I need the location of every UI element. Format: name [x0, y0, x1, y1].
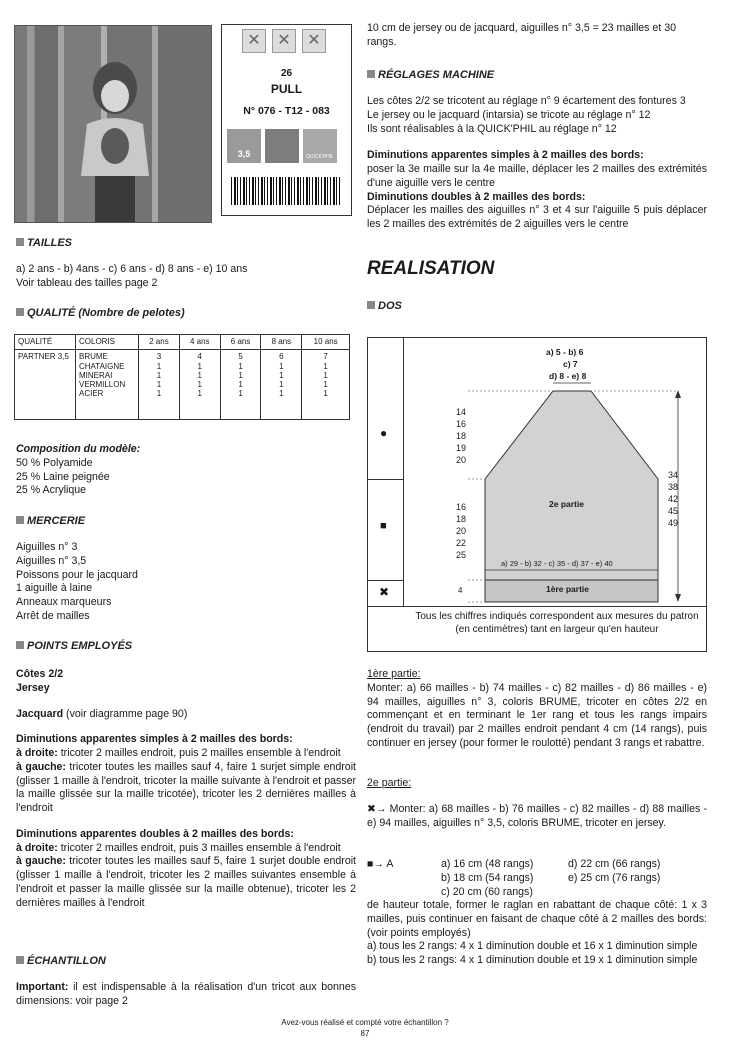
reglage-line: Ils sont réalisables à la QUICK'PHIL au réglage n° 12 — [367, 122, 617, 135]
col-size: 10 ans — [302, 335, 350, 350]
height-value: 14 — [456, 407, 467, 417]
qty: 1 — [197, 389, 202, 399]
care-symbols — [242, 29, 332, 53]
machine-dim-double-text: Déplacer les mailles des aiguilles n° 3 et 4 sur l'aiguille 5 puis déplacer les 2 mailles des extrémités de 2 aiguilles vers le centre — [367, 204, 707, 231]
reglage-line: Le jersey ou le jacquard (intarsia) se tricote au réglage n° 12 — [367, 108, 651, 121]
quickphil-icon — [303, 129, 337, 163]
no-wash-icon: ✕ — [242, 29, 266, 53]
text: il est indispensable à la réalisation d'un tricot aux bonnes dimensions: voir page 2 — [16, 981, 356, 1007]
yarn-quantity-table — [14, 334, 350, 420]
qty: 1 — [197, 379, 202, 389]
color-list — [76, 350, 139, 420]
footer-question: Avez-vous réalisé et compté votre échantillon ? — [281, 1018, 449, 1027]
heights-right — [568, 858, 660, 886]
size-col-values — [179, 350, 220, 420]
no-iron-icon: ✕ — [302, 29, 326, 53]
qty: 1 — [197, 361, 202, 371]
qty: 1 — [279, 370, 284, 380]
width-line: a) 29 - b) 32 - c) 35 - d) 37 - e) 40 — [501, 559, 613, 568]
mercerie-item: Arrêt de mailles — [16, 609, 90, 622]
height-line: b) 18 cm (54 rangs) — [441, 871, 534, 884]
qty: 1 — [238, 379, 243, 389]
machine-dim-simple-title: Diminutions apparentes simples à 2 mailles des bords: — [367, 149, 644, 162]
qty: 1 — [323, 389, 328, 399]
height-value: 49 — [668, 518, 679, 528]
col-size: 2 ans — [139, 335, 180, 350]
jacquard-note: (voir diagramme page 90) — [63, 707, 188, 720]
points-heading: POINTS EMPLOYÉS — [16, 639, 132, 653]
dos-diagram — [367, 337, 707, 652]
echantillon-important — [16, 981, 356, 1009]
dim-double-droite — [16, 842, 356, 856]
col-coloris: COLORIS — [76, 335, 139, 350]
qty: 7 — [323, 352, 328, 362]
size-col-values — [302, 350, 350, 420]
qualite-heading: QUALITÉ (Nombre de pelotes) — [16, 306, 185, 320]
part1-text: Monter: a) 66 mailles - b) 74 mailles - c) 82 mailles - d) 86 mailles - e) 94 mailles, aiguilles n° 3, coloris BRUME, tricoter en côtes 2/2 en commençant et en terminant le 1er rang et tous les rangs impairs (endroit du travail) par 2 mailles endroit pendant 4 cm (14 rangs), puis continuer en jersey (pour former le roulotté) pendant 3 rangs et rabattre. — [367, 681, 707, 749]
qty: 4 — [197, 352, 202, 362]
height-value: 16 — [456, 502, 467, 512]
label: à droite: — [16, 841, 58, 854]
height-value: 20 — [456, 455, 467, 465]
top-width-d: d) 8 - e) 8 — [549, 371, 587, 381]
size-col-values — [139, 350, 180, 420]
tailles-heading: TAILLES — [16, 236, 72, 250]
composition-line: 25 % Acrylique — [16, 484, 87, 497]
qty: 1 — [197, 370, 202, 380]
height-line: a) 16 cm (48 rangs) — [441, 858, 534, 870]
sizes-line: a) 2 ans - b) 4ans - c) 6 ans - d) 8 ans - e) 10 ans — [16, 263, 248, 275]
body-heights — [456, 501, 466, 561]
text: tricoter toutes les mailles sauf 5, faire 1 surjet double endroit (glisser 1 maille à l'endroit, tricoter les 2 mailles suivantes ensemble à l'endroit et passer la maille glissée sur la maille obtenue), tricoter les 2 dernières mailles à l'endroit — [16, 855, 357, 909]
height-value: 18 — [456, 514, 467, 524]
no-bleach-icon: ✕ — [272, 29, 296, 53]
label: à gauche: — [16, 855, 66, 868]
text: tricoter 2 mailles endroit, puis 2 mailles ensemble à l'endroit — [57, 747, 341, 760]
total-heights — [668, 469, 678, 529]
reglage-line: Les côtes 2/2 se tricotent au réglage n° 9 écartement des fontures 3 — [367, 95, 686, 107]
part1-label: 1ère partie — [546, 584, 589, 594]
reglages-heading: RÉGLAGES MACHINE — [367, 68, 494, 82]
qty: 1 — [323, 379, 328, 389]
square-marker: ■ — [380, 520, 387, 532]
raglan-a: a) tous les 2 rangs: 4 x 1 diminution double et 16 x 1 diminution simple — [367, 940, 698, 953]
composition-heading: Composition du modèle: — [16, 443, 141, 455]
color-name: ACIER — [79, 389, 104, 399]
yarn-name: PARTNER 3,5 — [15, 350, 76, 420]
realisation-title: REALISATION — [367, 258, 495, 279]
machine-dim-double-title: Diminutions doubles à 2 mailles des bords: — [367, 190, 586, 203]
needle-size: 3,5 — [237, 149, 251, 160]
part2-monter — [367, 803, 707, 831]
qty: 5 — [238, 352, 243, 362]
composition-line: 50 % Polyamide — [16, 456, 93, 469]
composition-line: 25 % Laine peignée — [16, 470, 110, 483]
dos-heading: DOS — [367, 299, 402, 313]
text: a) 68 mailles - b) 76 mailles - c) 82 mailles - d) 88 mailles - e) 94 mailles, aiguilles n° 3,5, coloris BRUME, tricoter en jersey. — [367, 802, 707, 829]
qty: 1 — [156, 379, 162, 389]
part1-heading: 1ère partie: — [367, 668, 421, 680]
dim-simple-title: Diminutions apparentes simples à 2 mailles des bords: — [16, 733, 293, 746]
top-width-a: a) 5 - b) 6 — [546, 347, 584, 357]
color-name: BRUME — [79, 352, 108, 362]
height-value: 22 — [456, 538, 467, 548]
dim-double-title: Diminutions apparentes doubles à 2 mailles des bords: — [16, 827, 294, 840]
col-qualite: QUALITÉ — [15, 335, 76, 350]
qty: 1 — [279, 361, 284, 371]
child-photo-illustration — [15, 26, 211, 222]
color-name: MINERAI — [79, 370, 113, 380]
height-value: 42 — [668, 494, 679, 504]
model-type: PULL — [270, 82, 303, 96]
qty: 1 — [279, 389, 284, 399]
col-size: 6 ans — [220, 335, 261, 350]
needle-icon — [227, 129, 261, 163]
height-value: 20 — [456, 526, 467, 536]
jacquard-line — [16, 708, 356, 722]
col-size: 8 ans — [261, 335, 302, 350]
qty: 1 — [323, 361, 328, 371]
mercerie-item: 1 aiguille à laine — [16, 582, 92, 595]
size-col-values — [220, 350, 261, 420]
height-line: e) 25 cm (76 rangs) — [568, 871, 661, 884]
qty: 1 — [238, 370, 243, 380]
info-box — [221, 24, 352, 216]
mercerie-item: Anneaux marqueurs — [16, 596, 112, 609]
label: à gauche: — [16, 760, 66, 773]
cotes-label: Côtes 2/2 — [16, 668, 64, 680]
text: tricoter 2 mailles endroit, puis 3 mailles ensemble à l'endroit — [57, 841, 341, 854]
qty: 1 — [156, 389, 162, 399]
qty: 6 — [279, 352, 284, 362]
qty: 1 — [238, 361, 243, 371]
mercerie-item: Poissons pour le jacquard — [16, 568, 138, 581]
model-reference: N° 076 - T12 - 083 — [243, 105, 330, 117]
raglan-text: de hauteur totale, former le raglan en rabattant de chaque côté: 1 x 3 mailles, puis continuer en faisant de chaque côté à 2 mailles des bords: (voir points employés) — [367, 899, 707, 939]
cross-marker: ✖ — [379, 585, 390, 599]
height-line: d) 22 cm (66 rangs) — [568, 858, 661, 870]
text: tricoter toutes les mailles sauf 4, faire 1 surjet simple endroit (glisser 1 maille à l'endroit, tricoter la maille suivante à l'endroit et passer la maille glissée sur la maille tricotée), tricoter les 2 dernières mailles à l'endroit — [16, 760, 356, 815]
height-value: 25 — [456, 550, 467, 560]
top-width-c: c) 7 — [563, 359, 578, 369]
mercerie-item: Aiguilles n° 3 — [16, 541, 78, 553]
machine-icon — [265, 129, 299, 163]
prefix: ✖→ Monter: — [367, 802, 426, 815]
dim-simple-droite — [16, 747, 356, 761]
label: à droite: — [16, 747, 58, 760]
qty: 1 — [156, 370, 162, 380]
machine-label: QUICK'PHIL — [306, 153, 334, 160]
echantillon-continued: 10 cm de jersey ou de jacquard, aiguilles n° 3,5 = 23 mailles et 30 rangs. — [367, 22, 676, 48]
page-number: 87 — [360, 1029, 370, 1038]
height-value: 18 — [456, 431, 467, 441]
part2-a-prefix: ■→ A — [367, 858, 394, 870]
technique-icons — [227, 129, 337, 163]
height-value: 45 — [668, 506, 679, 516]
part2-label: 2e partie — [549, 499, 584, 509]
barcode — [231, 177, 341, 205]
mercerie-heading: MERCERIE — [16, 514, 85, 528]
dim-double-gauche — [16, 855, 356, 910]
qty: 1 — [238, 389, 243, 399]
sizes-note: Voir tableau des tailles page 2 — [16, 276, 158, 289]
raglan-heights — [456, 406, 466, 466]
qty: 1 — [323, 370, 328, 380]
height-line: c) 20 cm (60 rangs) — [441, 885, 533, 898]
echantillon-heading: ÉCHANTILLON — [16, 954, 106, 968]
height-value: 16 — [456, 419, 467, 429]
height-value: 19 — [456, 443, 467, 453]
mercerie-item: Aiguilles n° 3,5 — [16, 554, 87, 567]
model-photo — [14, 25, 212, 223]
label: Important: — [16, 981, 69, 993]
circle-marker: ● — [380, 426, 388, 440]
qty: 1 — [156, 361, 162, 371]
part2-heading: 2e partie: — [367, 777, 412, 789]
qty: 1 — [279, 379, 284, 389]
model-number: 26 — [280, 68, 293, 79]
dim-simple-gauche — [16, 761, 356, 816]
qty: 3 — [156, 352, 162, 362]
jacquard-label: Jacquard — [16, 707, 64, 720]
raglan-b: b) tous les 2 rangs: 4 x 1 diminution double et 19 x 1 diminution simple — [367, 954, 698, 967]
machine-dim-simple-text: poser la 3e maille sur la 4e maille, déplacer les 2 mailles des extrémités d'une aiguille vers le centre — [367, 163, 707, 189]
rib-height: 4 — [458, 586, 463, 595]
heights-left — [441, 858, 533, 899]
col-size: 4 ans — [179, 335, 220, 350]
color-name: VERMILLON — [79, 379, 126, 389]
color-name: CHATAIGNE — [79, 361, 125, 371]
size-col-values — [261, 350, 302, 420]
height-value: 34 — [668, 470, 679, 480]
height-value: 38 — [668, 482, 679, 492]
jersey-label: Jersey — [16, 681, 50, 694]
diagram-caption: Tous les chiffres indiqués correspondent aux mesures du patron (en centimètres) tant en largeur qu'en hauteur — [415, 611, 699, 635]
